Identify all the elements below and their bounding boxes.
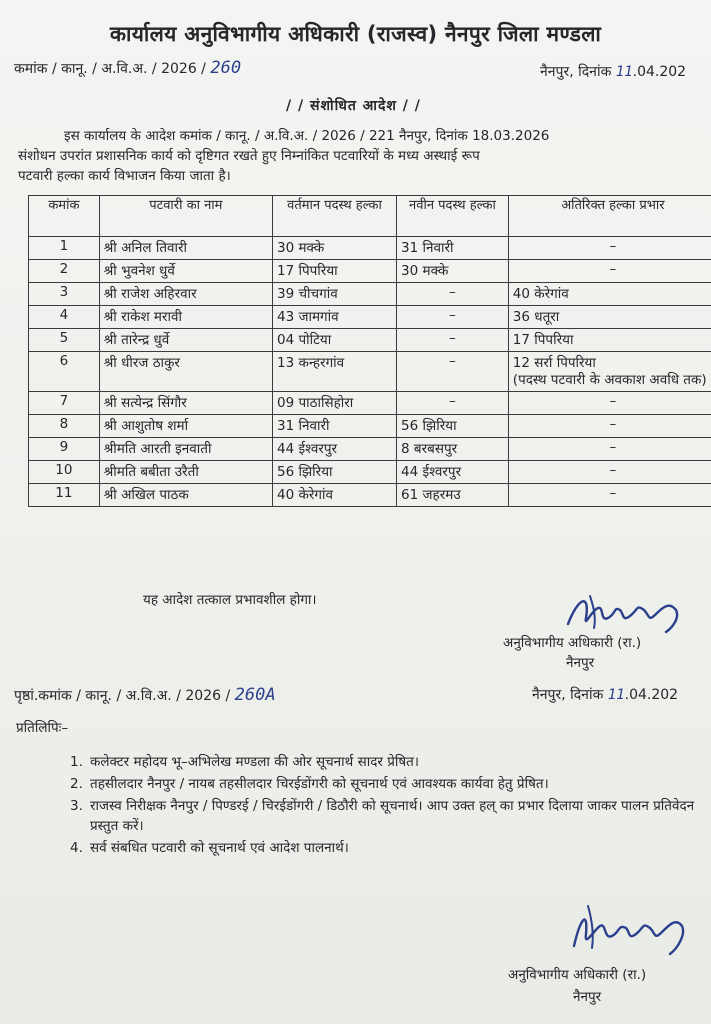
cell-name: श्री धीरज ठाकुर bbox=[99, 352, 272, 392]
cell-new-halka: 31 निवारी bbox=[397, 237, 509, 260]
cell-additional-charge: 17 पिपरिया bbox=[508, 329, 711, 352]
endorsement-ref-handwritten-number: 260A bbox=[234, 685, 276, 705]
endorsement-reference bbox=[14, 685, 276, 705]
order-ref-handwritten-number: 260 bbox=[210, 58, 242, 78]
cell-name: श्रीमति बबीता उरैती bbox=[99, 461, 272, 484]
cell-name: श्री राजेश अहिरवार bbox=[99, 283, 272, 306]
endorsement-date-prefix: नैनपुर, दिनांक bbox=[532, 687, 604, 703]
effective-statement: यह आदेश तत्काल प्रभावशील होगा। bbox=[143, 592, 317, 608]
table-row bbox=[29, 392, 711, 415]
table-row bbox=[29, 329, 711, 352]
table-row bbox=[29, 438, 711, 461]
table-row bbox=[29, 415, 711, 438]
cell-current-halka: 30 मक्के bbox=[273, 237, 397, 260]
table-row bbox=[29, 237, 711, 260]
table-row bbox=[29, 461, 711, 484]
signature-1-place: नैनपुर bbox=[566, 655, 595, 671]
cell-current-halka: 09 पाठासिहोरा bbox=[273, 392, 397, 415]
order-date-suffix: .04.202 bbox=[632, 64, 687, 80]
order-date-handwritten-day: 11 bbox=[615, 64, 633, 80]
cell-name: श्री भुवनेश धुर्वे bbox=[99, 260, 272, 283]
signature-2-place: नैनपुर bbox=[573, 989, 602, 1005]
cell-serial: 3 bbox=[29, 283, 100, 306]
cell-new-halka: 30 मक्के bbox=[397, 260, 509, 283]
cell-additional-charge: – bbox=[508, 484, 711, 507]
col-header-current-halka: वर्तमान पदस्थ हल्का bbox=[273, 196, 397, 237]
cell-serial: 1 bbox=[29, 237, 100, 260]
col-header-new-halka: नवीन पदस्थ हल्का bbox=[397, 196, 509, 237]
col-header-name: पटवारी का नाम bbox=[99, 196, 272, 237]
table-row bbox=[29, 306, 711, 329]
cell-additional-charge-value: 12 सर्रा पिपरिया bbox=[512, 355, 596, 371]
table-row bbox=[29, 352, 711, 392]
cell-additional-charge: – bbox=[508, 438, 711, 461]
cell-serial: 11 bbox=[29, 484, 100, 507]
copy-item-2: 2. तहसीलदार नैनपुर / नायब तहसीलदार चिरईडोंगरी को सूचनार्थ एवं आवश्यक कार्यवा हेतु प्रेषित। bbox=[70, 776, 549, 792]
copy-distribution-list bbox=[70, 752, 710, 860]
cell-new-halka: – bbox=[397, 352, 509, 392]
intro-line-3: पटवारी हल्का कार्य विभाजन किया जाता है। bbox=[18, 168, 231, 184]
endorsement-place-date bbox=[532, 685, 678, 704]
cell-additional-charge: 40 केरेगांव bbox=[508, 283, 711, 306]
cell-current-halka: 17 पिपरिया bbox=[273, 260, 397, 283]
cell-new-halka: 44 ईश्वरपुर bbox=[397, 461, 509, 484]
cell-additional-charge: – bbox=[508, 237, 711, 260]
cell-additional-charge: – bbox=[508, 461, 711, 484]
cell-additional-charge bbox=[508, 352, 711, 392]
cell-current-halka: 40 केरेगांव bbox=[273, 484, 397, 507]
copy-label: प्रतिलिपिः– bbox=[16, 720, 69, 736]
endorsement-date-suffix: .04.202 bbox=[624, 687, 679, 703]
col-header-serial: कमांक bbox=[29, 196, 100, 237]
table-header-row bbox=[29, 196, 711, 237]
cell-serial: 6 bbox=[29, 352, 100, 392]
cell-current-halka: 39 चीचगांव bbox=[273, 283, 397, 306]
copy-item-3: 3. राजस्व निरीक्षक नैनपुर / पिण्डरई / चिरईडोंगरी / डिठौरी को सूचनार्थ। आप उक्त हल् का प्रभार दिलाया जाकर पालन प्रतिवेदन प्रस्तुत करें। bbox=[70, 798, 695, 834]
cell-additional-charge-note: (पदस्थ पटवारी के अवकाश अवधि तक) bbox=[512, 372, 707, 388]
cell-name: श्री आशुतोष शर्मा bbox=[99, 415, 272, 438]
office-title: कार्यालय अनुविभागीय अधिकारी (राजस्व) नैनपुर जिला मण्डला bbox=[109, 22, 602, 46]
endorsement-ref-text: पृष्ठां.कमांक / कानू. / अ.वि.अ. / 2026 / bbox=[14, 688, 231, 704]
table-row bbox=[29, 283, 711, 306]
order-ref-text: कमांक / कानू. / अ.वि.अ. / 2026 / bbox=[14, 61, 206, 77]
table-row bbox=[29, 260, 711, 283]
intro-line-2: संशोधन उपरांत प्रशासनिक कार्य को दृष्टिगत रखते हुए निम्नांकित पटवारियों के मध्य अस्थाई रूप bbox=[18, 148, 480, 164]
cell-current-halka: 43 जामगांव bbox=[273, 306, 397, 329]
cell-current-halka: 44 ईश्वरपुर bbox=[273, 438, 397, 461]
cell-current-halka: 04 पोटिया bbox=[273, 329, 397, 352]
signature-2-image bbox=[564, 900, 704, 960]
cell-new-halka: – bbox=[397, 306, 509, 329]
table-body bbox=[29, 237, 711, 507]
cell-current-halka: 31 निवारी bbox=[273, 415, 397, 438]
cell-serial: 5 bbox=[29, 329, 100, 352]
cell-new-halka: – bbox=[397, 392, 509, 415]
copy-item-4: 4. सर्व संबधित पटवारी को सूचनार्थ एवं आदेश पालनार्थ। bbox=[70, 840, 349, 856]
endorsement-date-handwritten-day: 11 bbox=[607, 687, 625, 703]
signature-1-designation: अनुविभागीय अधिकारी (रा.) bbox=[503, 635, 642, 651]
table-row bbox=[29, 484, 711, 507]
col-header-additional-charge: अतिरिक्त हल्का प्रभार bbox=[508, 196, 711, 237]
cell-name: श्री तारेन्द्र धुर्वे bbox=[99, 329, 272, 352]
cell-name: श्रीमति आरती इनवाती bbox=[99, 438, 272, 461]
copy-item-1: 1. कलेक्टर महोदय भू–अभिलेख मण्डला की ओर सूचनार्थ सादर प्रेषित। bbox=[70, 754, 419, 770]
signature-1-image bbox=[560, 588, 710, 636]
cell-name: श्री अखिल पाठक bbox=[99, 484, 272, 507]
cell-serial: 4 bbox=[29, 306, 100, 329]
cell-serial: 9 bbox=[29, 438, 100, 461]
signature-2-designation: अनुविभागीय अधिकारी (रा.) bbox=[508, 967, 647, 983]
order-place-date bbox=[540, 62, 686, 81]
cell-current-halka: 13 कन्हरगांव bbox=[273, 352, 397, 392]
cell-additional-charge: – bbox=[508, 260, 711, 283]
cell-serial: 8 bbox=[29, 415, 100, 438]
cell-serial: 2 bbox=[29, 260, 100, 283]
cell-new-halka: 61 जहरमउ bbox=[397, 484, 509, 507]
patwari-allocation-table bbox=[28, 195, 711, 507]
cell-serial: 7 bbox=[29, 392, 100, 415]
cell-new-halka: – bbox=[397, 329, 509, 352]
cell-new-halka: – bbox=[397, 283, 509, 306]
cell-new-halka: 8 बरबसपुर bbox=[397, 438, 509, 461]
cell-new-halka: 56 झिरिया bbox=[397, 415, 509, 438]
cell-additional-charge: 36 धतूरा bbox=[508, 306, 711, 329]
cell-current-halka: 56 झिरिया bbox=[273, 461, 397, 484]
cell-additional-charge: – bbox=[508, 415, 711, 438]
cell-name: श्री राकेश मरावी bbox=[99, 306, 272, 329]
intro-line-1: इस कार्यालय के आदेश कमांक / कानू. / अ.वि.अ. / 2026 / 221 नैनपुर, दिनांक 18.03.2026 bbox=[64, 128, 550, 144]
order-date-prefix: नैनपुर, दिनांक bbox=[540, 64, 612, 80]
order-heading: / / संशोधित आदेश / / bbox=[286, 98, 421, 114]
order-reference bbox=[14, 58, 241, 78]
cell-serial: 10 bbox=[29, 461, 100, 484]
cell-name: श्री सत्येन्द्र सिंगौर bbox=[99, 392, 272, 415]
cell-name: श्री अनिल तिवारी bbox=[99, 237, 272, 260]
cell-additional-charge: – bbox=[508, 392, 711, 415]
